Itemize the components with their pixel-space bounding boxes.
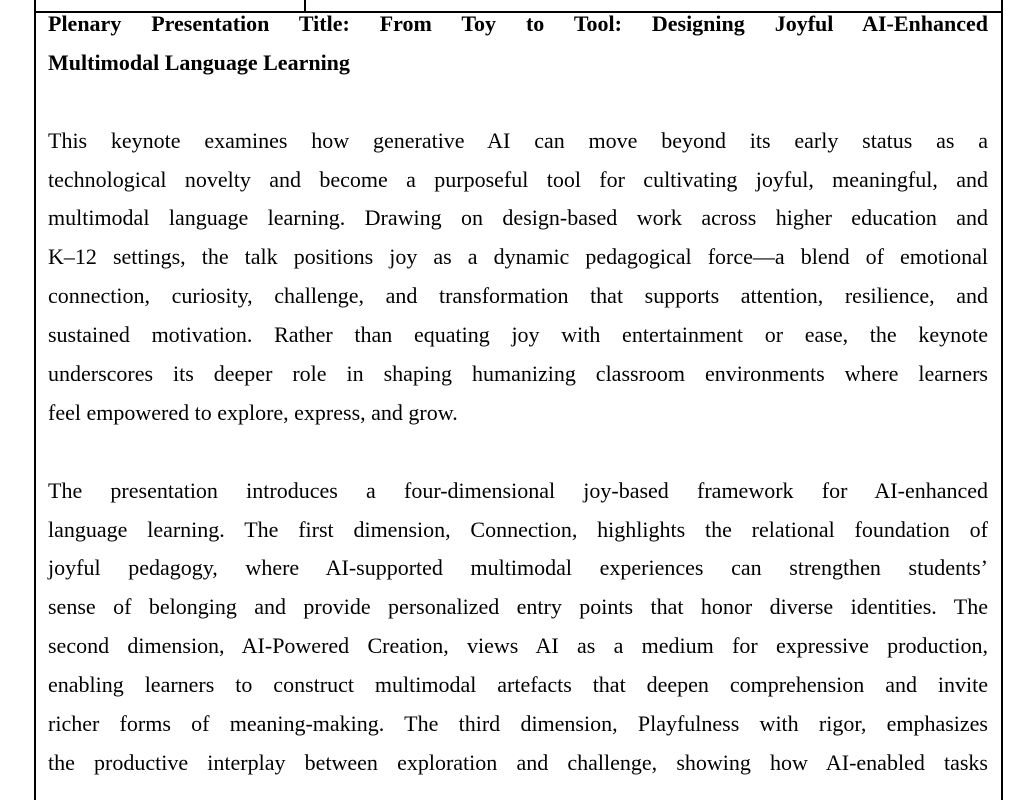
- table-border-right: [1001, 0, 1003, 800]
- paragraph-line: enabling learners to construct multimodal artefacts that deepen comprehension and invite: [48, 672, 988, 698]
- paragraph-line: connection, curiosity, challenge, and transformation that supports attention, resilience, and: [48, 283, 988, 309]
- paragraph-line: the productive interplay between exploration and challenge, showing how AI-enabled tasks: [48, 749, 988, 775]
- blank-line: [48, 433, 988, 472]
- paragraph-line: joyful pedagogy, where AI-supported multimodal experiences can strengthen students’: [48, 555, 988, 581]
- paragraph-line: underscores its deeper role in shaping humanizing classroom environments where learners: [48, 361, 988, 387]
- document-title-line: Plenary Presentation Title: From Toy to Tool: Designing Joyful AI-Enhanced: [48, 11, 988, 36]
- paragraph-line: multimodal language learning. Drawing on design-based work across higher education and: [48, 205, 988, 231]
- paragraph-line: technological novelty and become a purposeful tool for cultivating joyful, meaningful, and: [48, 166, 988, 192]
- paragraph-line: sustained motivation. Rather than equating joy with entertainment or ease, the keynote: [48, 322, 988, 348]
- paragraph-line: second dimension, AI-Powered Creation, views AI as a medium for expressive production,: [48, 633, 988, 659]
- document-title-line: Multimodal Language Learning: [48, 49, 350, 75]
- paragraph-line: This keynote examines how generative AI can move beyond its early status as a: [48, 127, 988, 153]
- paragraph-line: sense of belonging and provide personalized entry points that honor diverse identities. The: [48, 594, 988, 620]
- paragraph-line: K–12 settings, the talk positions joy as a dynamic pedagogical force—a blend of emotional: [48, 244, 988, 270]
- blank-line: [48, 83, 988, 122]
- table-border-left: [34, 0, 36, 800]
- paragraph-line: language learning. The first dimension, Connection, highlights the relational foundation of: [48, 516, 988, 542]
- paragraph-line: The presentation introduces a four-dimensional joy-based framework for AI-enhanced: [48, 477, 988, 503]
- paragraph-line: feel empowered to explore, express, and grow.: [48, 399, 458, 425]
- paragraph-line: richer forms of meaning-making. The third dimension, Playfulness with rigor, emphasizes: [48, 711, 988, 737]
- table-cell-content: [48, 5, 988, 783]
